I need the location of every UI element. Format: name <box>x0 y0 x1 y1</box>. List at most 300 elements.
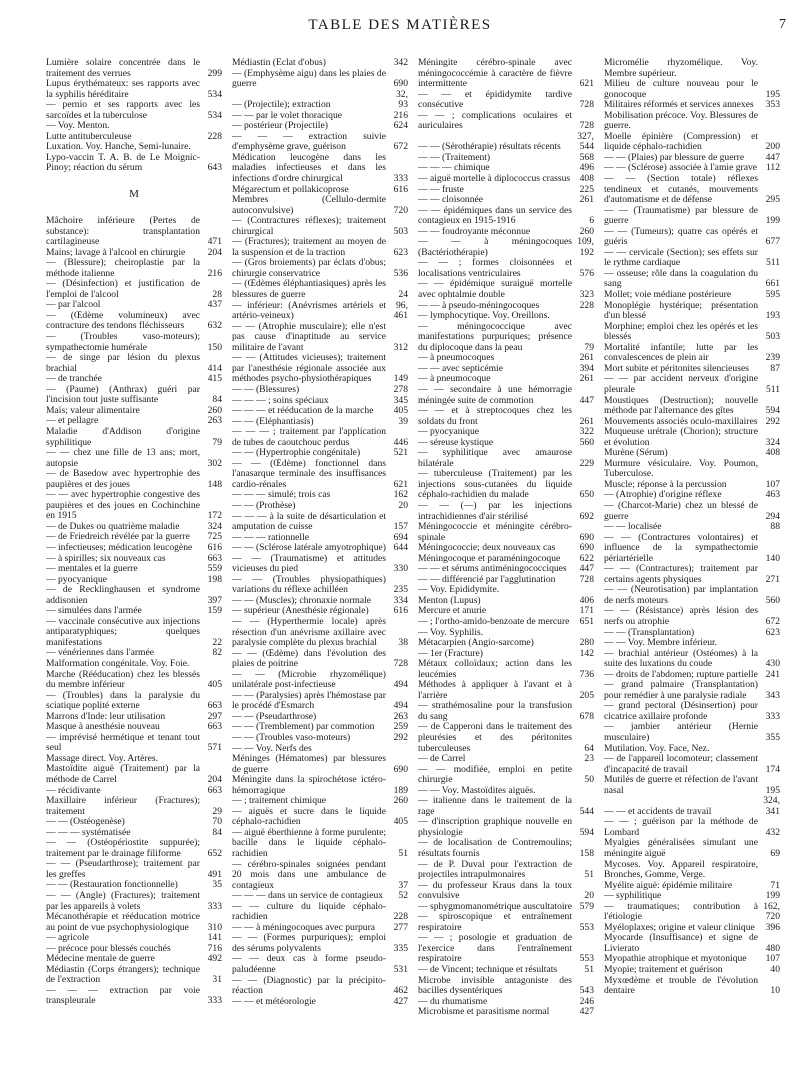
entry-text: — ; l'ortho-amido-benzoate de mercure <box>418 616 570 627</box>
index-entry <box>604 206 780 227</box>
index-entry <box>418 881 594 902</box>
entry-page-number: 632 <box>207 320 222 332</box>
index-entry <box>46 58 222 79</box>
entry-page-number: 560 <box>579 436 594 448</box>
index-entry <box>418 976 594 997</box>
entry-page-number: 353 <box>765 99 780 111</box>
entry-text: — — culture du liquide céphalo-rachidien <box>232 901 386 923</box>
entry-page-number: 35 <box>212 879 222 891</box>
entry-page-number: 51 <box>398 848 408 860</box>
entry-page-number: 511 <box>765 383 780 395</box>
page-number: 7 <box>779 17 786 32</box>
entry-page-number: 87 <box>770 362 780 374</box>
entry-text: Masque à anesthésie nouveau <box>46 722 160 733</box>
entry-text: Mobilisation précoce. Voy. Blessures de guerre. <box>604 110 758 132</box>
entry-text: Myélite aiguë: épidémie militaire <box>604 880 733 891</box>
index-entry <box>46 796 222 817</box>
entry-page-number: 594 <box>579 826 594 838</box>
index-entry <box>232 132 408 153</box>
index-entry <box>604 459 780 480</box>
entry-text: Mouvements associés oculo-maxillaires <box>604 416 758 427</box>
entry-page-number: 492 <box>207 953 222 965</box>
entry-text: — syphilitique avec amaurose bilatérale <box>418 448 572 469</box>
entry-page-number: 31 <box>212 974 222 986</box>
entry-page-number: 84 <box>212 826 222 838</box>
index-entry <box>418 364 594 375</box>
index-entry <box>418 385 594 406</box>
index-entry <box>46 965 222 986</box>
entry-page-number: 10 <box>770 985 780 997</box>
entry-text: — d'inscription graphique nouvelle en physiologie <box>418 817 572 838</box>
entry-text: Mains; lavage à l'alcool en chirurgie <box>46 247 186 258</box>
index-entry <box>604 480 780 491</box>
entry-page-number: 531 <box>393 964 408 976</box>
index-entry <box>418 933 594 965</box>
entry-text: — supérieur (Anesthésie régionale) <box>232 606 369 617</box>
entry-text: — osseuse; rôle dans la coagulation du sang <box>604 268 758 290</box>
entry-text: — — (Tumeurs); quatre cas opérés et guéris <box>604 226 758 248</box>
entry-text: — traumatiques; contribution à l'étiologie <box>604 901 758 923</box>
index-entry <box>604 638 780 649</box>
entry-page-number: 259 <box>393 721 408 733</box>
entry-text: — — (Muscles); chronaxie normale <box>232 595 372 606</box>
entry-page-number: 277 <box>393 921 408 933</box>
entry-page-number: 650 <box>579 489 594 501</box>
entry-text: — — avec septicémie <box>418 363 503 374</box>
index-entry <box>604 860 780 881</box>
entry-page-number: 171 <box>579 605 594 617</box>
entry-text: — — — simulé; trois cas <box>232 490 331 501</box>
entry-text: Marrons d'Inde: leur utilisation <box>46 711 166 722</box>
entry-text: — — — extraction par voie transpleurale <box>46 985 200 1007</box>
entry-text: — précoce pour blessés couchés <box>46 943 171 954</box>
index-entry <box>604 965 780 976</box>
entry-page-number: 643 <box>207 162 222 174</box>
index-entry <box>418 111 594 132</box>
index-entry <box>232 353 408 385</box>
index-entry <box>232 828 408 860</box>
entry-page-number: 616 <box>393 605 408 617</box>
section-letter: M <box>129 188 139 201</box>
index-columns <box>46 58 786 1076</box>
entry-text: Lypo-vaccin T. A. B. de Le Moignic-Pinoy; réaction du sérum <box>46 152 200 174</box>
index-entry <box>46 469 222 490</box>
index-entry <box>232 322 408 354</box>
entry-page-number: 193 <box>765 310 780 322</box>
index-entry <box>46 374 222 385</box>
entry-page-number: 292 <box>393 732 408 743</box>
entry-page-number: 333 <box>765 710 780 722</box>
entry-page-number: 405 <box>207 679 222 691</box>
entry-text: — — (Pseudarthrose) <box>232 711 317 722</box>
index-entry <box>46 100 222 121</box>
entry-text: — — chez une fille de 13 ans; mort, autopsie <box>46 448 200 469</box>
index-entry <box>604 58 780 79</box>
entry-page-number: 623 <box>393 246 408 258</box>
index-entry <box>418 1007 594 1018</box>
entry-text: — — (Pseudarthrose); traitement par les greffes <box>46 859 200 880</box>
entry-text: — (Emphysème aigu) dans les plaies de guerre <box>232 68 386 90</box>
page-title: TABLE DES MATIÈRES <box>308 17 492 33</box>
entry-text: — (Paume) (Anthrax) guéri par l'incision tout juste suffisante <box>46 384 200 406</box>
entry-page-number: 261 <box>579 415 594 427</box>
index-entry <box>46 543 222 554</box>
index-entry <box>46 954 222 965</box>
index-entry <box>604 501 780 522</box>
entry-text: — — (Formes purpuriques); emploi des sérums polyvalents <box>232 933 386 954</box>
entry-text: — — (Sclérose) associée à l'amie grave <box>604 163 758 174</box>
entry-text: — de P. Duval pour l'extraction de projectiles intrapulmonaires <box>418 859 572 881</box>
entry-page-number: 414 <box>207 362 222 374</box>
index-entry <box>232 406 408 417</box>
index-entry <box>46 733 222 754</box>
entry-page-number: 333 <box>207 900 222 912</box>
index-entry <box>418 237 594 258</box>
index-entry <box>604 923 780 934</box>
entry-page-number: 728 <box>579 573 594 585</box>
entry-text: — Voy. Menton. <box>46 121 110 132</box>
entry-text: Méningococcie; deux nouveaux cas <box>418 543 556 554</box>
index-entry <box>46 891 222 912</box>
index-entry <box>46 564 222 575</box>
entry-page-number: 312 <box>393 341 408 353</box>
index-entry <box>232 891 408 902</box>
entry-page-number: 624 <box>393 120 408 132</box>
entry-page-number: 728 <box>579 120 594 132</box>
entry-page-number: 408 <box>579 173 594 185</box>
entry-page-number: 172 <box>207 510 222 522</box>
entry-text: — séreuse kystique <box>418 437 494 448</box>
index-entry <box>418 58 594 90</box>
entry-text: — droits de l'abdomen; rupture partielle <box>604 669 758 680</box>
entry-page-number: 621 <box>579 78 594 90</box>
entry-text: — — — et rééducation de la marche <box>232 406 374 417</box>
entry-text: Milieu de culture nouveau pour le gonocoque <box>604 79 758 100</box>
index-entry <box>232 954 408 975</box>
entry-page-number: 149 <box>393 373 408 385</box>
entry-page-number: 342 <box>393 58 408 68</box>
index-entry <box>232 396 408 407</box>
entry-page-number: 235 <box>393 584 408 596</box>
index-entry <box>232 58 408 69</box>
entry-page-number: 50 <box>584 774 594 786</box>
entry-page-number: 327, 544 <box>577 130 594 153</box>
entry-page-number: 228 <box>393 911 408 923</box>
entry-text: — jambier antérieur (Hernie musculaire) <box>604 722 758 743</box>
entry-page-number: 29 <box>212 805 222 817</box>
index-entry <box>46 838 222 859</box>
entry-page-number: 427 <box>393 995 408 1007</box>
index-entry <box>418 185 594 196</box>
entry-text: — du professeur Kraus dans la toux convulsive <box>418 880 572 902</box>
entry-text: — tuberculeuse (Traitement) par les injections sous-cutanées du liquide céphalo-rachidien du malade <box>418 469 572 501</box>
entry-text: — — (Paralysies) après l'hémostase par le procédé d'Esmarch <box>232 690 386 712</box>
entry-page-number: 51 <box>584 869 594 881</box>
entry-text: Moustiques (Destruction); nouvelle méthode par l'alternance des gîtes <box>604 395 758 417</box>
index-entry <box>604 754 780 775</box>
running-header <box>0 14 800 36</box>
entry-text: — 1er (Fracture) <box>418 648 483 659</box>
entry-page-number: 216 <box>393 109 408 121</box>
entry-page-number: 672 <box>765 615 780 627</box>
index-entry <box>604 606 780 627</box>
entry-text: — — par le volet thoracique <box>232 110 343 121</box>
index-entry <box>604 628 780 639</box>
index-entry <box>46 385 222 406</box>
index-entry <box>232 754 408 775</box>
entry-page-number: 189 <box>393 784 408 796</box>
entry-text: — (Désinfection) et justification de l'emploi de l'alcool <box>46 279 200 300</box>
index-entry <box>418 997 594 1008</box>
entry-page-number: 71 <box>770 879 780 891</box>
entry-text: Mastoïdite aiguë (Traitement) par la méthode de Carrel <box>46 764 200 785</box>
entry-page-number: 263 <box>207 415 222 427</box>
entry-page-number: 694 <box>393 531 408 543</box>
entry-page-number: 690 <box>393 763 408 775</box>
index-entry <box>604 79 780 100</box>
entry-text: — — (Traumatisme) et attitudes vicieuses du pied <box>232 553 386 575</box>
index-entry <box>418 90 594 111</box>
entry-text: — grand palmaire (Transplantation) pour remédier à une paralysie radiale <box>604 680 758 701</box>
entry-page-number: 652 <box>207 847 222 859</box>
index-entry <box>604 564 780 585</box>
index-entry <box>604 322 780 343</box>
entry-page-number: 205 <box>579 689 594 701</box>
entry-page-number: 239 <box>765 352 780 364</box>
index-entry <box>232 933 408 954</box>
index-entry <box>418 564 594 575</box>
entry-text: — — avec hypertrophie congestive des paupières et des joues en Cochinchine en 1915 <box>46 490 200 522</box>
entry-page-number: 204 <box>207 246 222 258</box>
index-entry <box>232 733 408 744</box>
index-entry <box>418 322 594 354</box>
index-entry <box>604 838 780 859</box>
index-column-2 <box>232 58 408 1076</box>
entry-text: — — (Résistance) après lésion des nerfs ou atrophie <box>604 606 758 627</box>
index-entry <box>604 396 780 417</box>
index-entry <box>232 649 408 670</box>
index-entry <box>418 353 594 364</box>
entry-text: — récidivante <box>46 785 101 796</box>
entry-text: — — (Ostéopériostite suppurée); traitement par le drainage filiforme <box>46 838 200 859</box>
entry-page-number: 408 <box>765 447 780 459</box>
entry-page-number: 200 <box>765 141 780 153</box>
index-entry <box>46 575 222 586</box>
entry-page-number: 40 <box>770 964 780 976</box>
index-entry <box>232 976 408 997</box>
entry-text: — (Gros broiements) par éclats d'obus; chirurgie conservatrice <box>232 258 386 279</box>
entry-text: — pernio et ses rapports avec les sarcoïdes et la tuberculose <box>46 100 200 121</box>
entry-page-number: 261 <box>579 373 594 385</box>
entry-text: — postérieur (Projectile) <box>232 121 328 132</box>
entry-text: — (Troubles) dans la paralysie du sciatique poplité externe <box>46 690 200 712</box>
entry-text: — de Dukes ou quatrième maladie <box>46 521 180 532</box>
index-entry <box>232 923 408 934</box>
entry-page-number: 260 <box>393 795 408 807</box>
entry-page-number: 437 <box>207 299 222 311</box>
entry-text: — — (Section totale) réflexes tendineux et cutanés, mouvements d'automatisme et de défense <box>604 174 758 206</box>
entry-page-number: 216 <box>207 267 222 279</box>
entry-text: — — (Œdème) fonctionnel dans l'anasarque terminale des insuffisances cardio-rénales <box>232 458 386 490</box>
entry-text: — — ; guérison par la méthode de Lombard <box>604 817 758 838</box>
entry-page-number: 690 <box>579 542 594 554</box>
entry-page-number: 543 <box>579 985 594 997</box>
index-entry <box>232 807 408 828</box>
index-entry <box>232 670 408 691</box>
entry-text: — (Contractures réflexes); traitement chirurgical <box>232 216 386 237</box>
entry-page-number: 324, 341 <box>763 795 780 817</box>
index-entry <box>232 606 408 617</box>
entry-text: — — — ; soins spéciaux <box>232 395 329 406</box>
index-entry <box>418 701 594 722</box>
entry-text: — aiguë éberthienne à forme purulente; bacille dans le liquide céphalo-rachidien <box>232 827 386 860</box>
entry-page-number: 622 <box>579 552 594 564</box>
entry-page-number: 241 <box>765 668 780 680</box>
entry-text: — — — ; traitement par l'application de tubes de caoutchouc perdus <box>232 427 386 448</box>
entry-text: — — (Traitement) <box>418 152 491 163</box>
index-entry <box>232 427 408 448</box>
index-entry <box>418 659 594 680</box>
entry-page-number: 260 <box>207 404 222 416</box>
entry-text: — strathémosaline pour la transfusion du sang <box>418 701 572 722</box>
index-entry <box>418 469 594 501</box>
entry-text: Mortalité infantile; lutte par les convalescences de plein air <box>604 342 758 364</box>
entry-text: Myalgies généralisées simulant une méningite aiguë <box>604 838 758 860</box>
index-entry <box>604 891 780 902</box>
entry-text: Mercure et anurie <box>418 606 487 617</box>
index-entry <box>418 227 594 238</box>
entry-text: — — (Ostéogenèse) <box>46 817 125 828</box>
entry-page-number: 594 <box>765 405 780 417</box>
entry-page-number: 278 <box>393 383 408 395</box>
entry-text: Myxœdème et trouble de l'évolution dentaire <box>604 975 758 997</box>
index-entry <box>418 617 594 628</box>
entry-text: — Voy. Épididymite. <box>418 585 500 596</box>
entry-text: — — localisée <box>604 522 662 533</box>
entry-text: — — (Blessures) <box>232 384 300 395</box>
index-entry <box>232 153 408 185</box>
entry-page-number: 447 <box>579 563 594 575</box>
index-entry <box>604 976 780 997</box>
index-entry <box>232 860 408 892</box>
entry-page-number: 294 <box>765 510 780 522</box>
entry-text: — inférieur: (Anévrismes artériels et artério-veineux) <box>232 300 386 322</box>
index-entry <box>604 290 780 301</box>
index-entry <box>46 786 222 797</box>
entry-text: — — modifiée, emploi en petite chirurgie <box>418 764 572 786</box>
index-entry <box>46 332 222 353</box>
entry-text: Myopie; traitement et guérison <box>604 965 723 976</box>
entry-page-number: 663 <box>207 552 222 564</box>
entry-text: Murmure vésiculaire. Voy. Poumon, Tuberculose. <box>604 458 758 480</box>
entry-text: — cérébro-spinales soignées pendant 20 mois dans une ambulance de contagieux <box>232 859 386 891</box>
entries-m-section <box>46 216 222 1007</box>
index-entry <box>46 532 222 543</box>
index-entry <box>418 912 594 933</box>
entry-text: — — cervicale (Section); ses effets sur le rythme cardiaque <box>604 247 758 269</box>
entry-page-number: 299 <box>207 67 222 79</box>
entry-page-number: 324 <box>207 520 222 532</box>
index-entry <box>46 258 222 279</box>
entry-page-number: 38 <box>398 637 408 649</box>
entry-page-number: 447 <box>765 151 780 163</box>
entry-page-number: 112 <box>765 162 780 174</box>
entry-page-number: 430 <box>765 658 780 670</box>
entry-text: — — épidémique suraiguë mortelle avec ophtalmie double <box>418 279 572 301</box>
entry-text: Membres (Cellulo-dermite autoconvulsive) <box>232 195 386 216</box>
entry-text: Monoplégie hystérique; présentation d'un blessé <box>604 300 758 322</box>
index-entry <box>604 744 780 755</box>
entry-text: — vaccinale consécutive aux injections antiparatyphiques; quelques manifestations <box>46 616 200 648</box>
entry-text: — du rhumatisme <box>418 996 488 1007</box>
entry-text: — — (Transplantation) <box>604 627 695 638</box>
index-entry <box>232 216 408 237</box>
index-entry <box>232 997 408 1008</box>
index-entry <box>418 817 594 838</box>
index-entry <box>418 638 594 649</box>
entry-text: — — épidémiques dans un service des contagieux en 1915-1916 <box>418 205 572 227</box>
entry-text: Mort subite et péritonites silencieuses <box>604 363 749 374</box>
entry-page-number: 345 <box>393 394 408 406</box>
index-entry <box>604 670 780 681</box>
index-entry <box>232 691 408 712</box>
index-entry <box>46 859 222 880</box>
index-entry <box>418 902 594 913</box>
entry-page-number: 427 <box>579 1006 594 1018</box>
index-entry <box>604 248 780 269</box>
entry-text: — — (Traumatisme) par blessure de guerre <box>604 205 758 227</box>
entry-page-number: 447 <box>579 394 594 406</box>
index-entry <box>232 533 408 544</box>
entry-page-number: 52 <box>398 890 408 902</box>
entry-text: — — Voy. Nerfs des <box>232 743 312 754</box>
entry-page-number: 616 <box>393 183 408 195</box>
index-entry <box>46 912 222 933</box>
entry-text: — à pneumocoque <box>418 374 491 385</box>
entry-text: — — (Restauration fonctionnelle) <box>46 880 178 891</box>
entry-page-number: 494 <box>393 679 408 691</box>
index-entry <box>604 153 780 164</box>
entry-text: — de l'appareil locomoteur; classement d'incapacité de travail <box>604 754 758 775</box>
entry-page-number: 396 <box>765 921 780 933</box>
index-entry <box>418 860 594 881</box>
entry-text: — (Fractures); traitement au moyen de la suspension et de la traction <box>232 237 386 258</box>
index-entry <box>46 944 222 955</box>
entry-text: — aiguës et sucre dans le liquide céphalo-rachidien <box>232 806 386 828</box>
entry-text: — — — rationnelle <box>232 532 309 543</box>
entry-page-number: 141 <box>207 932 222 944</box>
index-entry <box>418 448 594 469</box>
entry-text: — — ; complications oculaires et auriculaires <box>418 110 572 132</box>
index-entry <box>46 817 222 828</box>
index-entry <box>604 701 780 722</box>
entry-text: Maïs; valeur alimentaire <box>46 405 140 416</box>
entry-page-number: 663 <box>207 784 222 796</box>
entry-page-number: 23 <box>584 753 594 765</box>
entry-page-number: 579 <box>579 900 594 912</box>
entry-text: — — — systématisée <box>46 827 131 838</box>
entry-page-number: 228 <box>207 130 222 142</box>
entry-text: — — et accidents de travail <box>604 806 712 817</box>
entry-page-number: 64 <box>584 742 594 754</box>
index-entry <box>46 353 222 374</box>
entry-page-number: 491 <box>207 868 222 880</box>
entry-page-number: 471 <box>207 236 222 248</box>
index-entry <box>418 606 594 617</box>
entry-text: — — (Prothèse) <box>232 500 296 511</box>
index-entry <box>604 722 780 743</box>
index-entry <box>418 163 594 174</box>
